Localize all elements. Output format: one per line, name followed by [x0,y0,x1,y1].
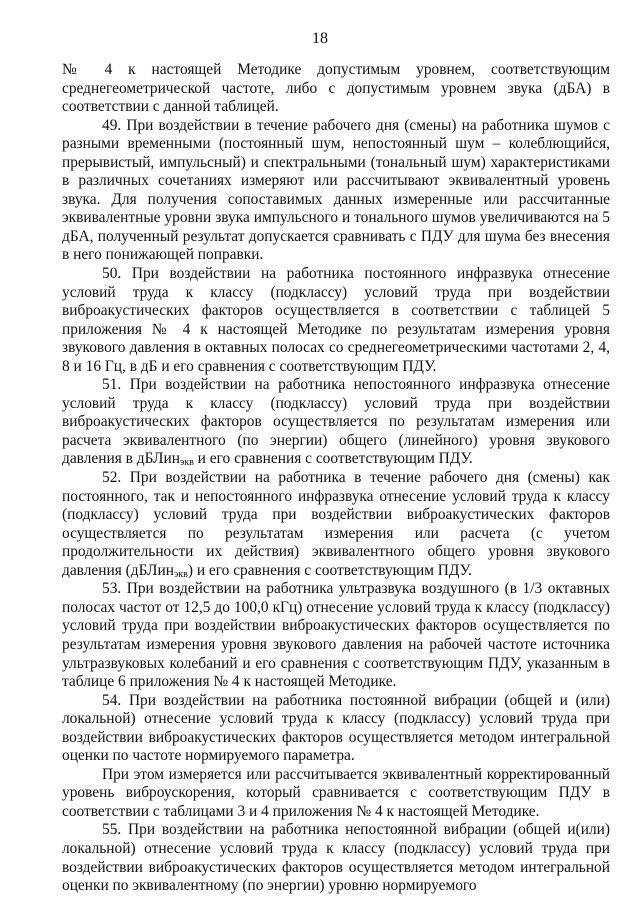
paragraph-52 [62,469,610,580]
page-number: 18 [312,30,328,47]
paragraph-54: 54. При воздействии на работника постоянной вибрации (общей и (или) локальной) отнесение условий труда к классу (подклассу) условий труда при воздействии виброакустических факторов осуществляется методом интегральной оценки по частоте нормируемого параметра. [62,691,610,765]
paragraph-51-text: 51. При воздействии на работника непостоянного инфразвука отнесение условий труда к классу (подклассу) условий труда при воздействии виброакустических факторов осуществляется по результатам измерения или расчета эквивалентного (по энергии) общего (линейного) уровня звукового давления в дБЛин [62,376,610,468]
subscript-ekv: экв [179,457,194,469]
paragraph-continuation: № 4 к настоящей Методике допустимым уровнем, соответствующим среднегеометрической частоте, либо с допустимым уровнем звука (дБА) в соответствии с данной таблицей. [62,61,610,116]
paragraph-49: 49. При воздействии в течение рабочего дня (смены) на работника шумов с разными временными (постоянный шум, непостоянный шум – колеблющийся, прерывистый, импульсный) и спектральными (тональный шум) характеристиками в различных сочетаниях измеряют или рассчитывают эквивалентный уровень звука. Для получения сопоставимых данных измеренные или рассчитанные эквивалентные уровни звука импульсного и тонального шумов увеличиваются на 5 дБА, полученный результат допускается сравнивать с ПДУ для шума без внесения в него понижающей поправки. [62,116,610,264]
paragraph-52-text: 52. При воздействии на работника в течение рабочего дня (смены) как постоянного, так и непостоянного инфразвука отнесение условий труда к классу (подклассу) условий труда при воздействии виброакустических факторов осуществляется по результатам измерения или расчета (с учетом продолжительности их действия) эквивалентного общего уровня звукового давления (дБЛин [62,469,610,579]
subscript-ekv: экв [173,568,188,580]
paragraph-53: 53. При воздействии на работника ультразвука воздушного (в 1/3 октавных полосах частот от 12,5 до 100,0 кГц) отнесение условий труда к классу (подклассу) условий труда при воздействии виброакустических факторов осуществляется по результатам измерения уровня звукового давления на рабочей частоте источника ультразвуковых колебаний и его сравнения с соответствующим ПДУ, указанным в таблице 6 приложения № 4 к настоящей Методике. [62,580,610,691]
document-body [62,61,610,896]
paragraph-54-continued: При этом измеряется или рассчитывается эквивалентный корректированный уровень виброускорения, который сравнивается с соответствующим ПДУ в соответствии с таблицами 3 и 4 приложения № 4 к настоящей Методике. [62,765,610,820]
paragraph-52-text-end: ) и его сравнения с соответствующим ПДУ. [187,561,472,579]
paragraph-55: 55. При воздействии на работника непостоянной вибрации (общей и(или) локальной) отнесение условий труда к классу (подклассу) условий труда при воздействии виброакустических факторов осуществляется методом интегральной оценки по эквивалентному (по энергии) уровню нормируемого [62,821,610,895]
paragraph-51-text-end: и его сравнения с соответствующим ПДУ. [193,450,473,468]
paragraph-51 [62,376,610,469]
paragraph-50: 50. При воздействии на работника постоянного инфразвука отнесение условий труда к классу (подклассу) условий труда при воздействии виброакустических факторов осуществляется в соответствии с таблицей 5 приложения № 4 к настоящей Методике по результатам измерения уровня звукового давления в октавных полосах со среднегеометрическими частотами 2, 4, 8 и 16 Гц, в дБ и его сравнения с соответствующим ПДУ. [62,265,610,375]
